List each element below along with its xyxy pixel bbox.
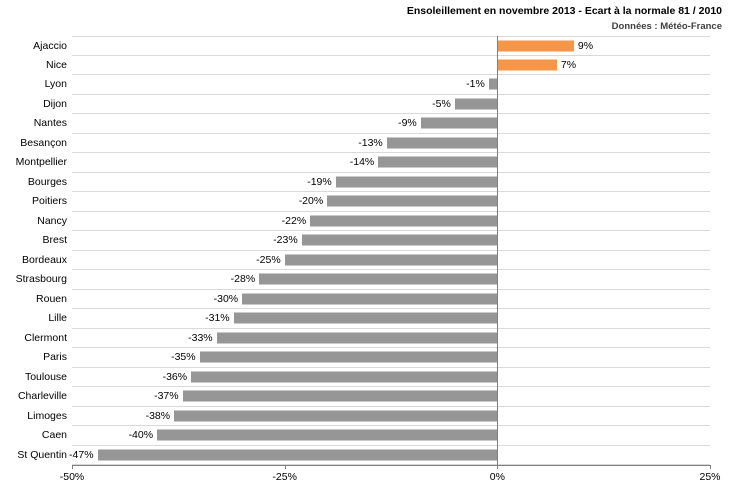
category-label: Toulouse	[24, 370, 67, 383]
bar-value-label: -25%	[256, 253, 281, 266]
category-label: Dijon	[43, 97, 67, 110]
bar	[234, 313, 498, 324]
table-row	[43, 95, 710, 115]
x-axis-tick	[497, 465, 498, 469]
chart-title: Ensoleillement en novembre 2013 - Ecart à la normale 81 / 2010	[406, 5, 722, 17]
title-block	[407, 4, 722, 34]
bar-value-label: -13%	[358, 136, 383, 149]
bar-value-label: -14%	[349, 156, 375, 169]
bar	[497, 59, 557, 70]
table-row	[31, 192, 710, 212]
table-row	[24, 329, 710, 349]
category-label: Bourges	[27, 175, 67, 188]
bar-value-label: 7%	[560, 58, 577, 71]
bar-value-label: -40%	[128, 429, 154, 442]
category-label: Nancy	[37, 214, 67, 227]
x-axis-tick-label: 25%	[699, 471, 721, 483]
table-row	[37, 212, 710, 232]
bar-value-label: -19%	[307, 175, 332, 188]
category-label: Lyon	[44, 78, 67, 91]
bar	[157, 430, 497, 441]
bar-value-label: -33%	[188, 331, 213, 344]
x-axis	[59, 465, 721, 483]
category-label: Ajaccio	[33, 39, 67, 52]
table-row	[27, 173, 710, 193]
x-axis-tick-label: -25%	[272, 471, 297, 483]
bar	[242, 293, 497, 304]
zero-axis-line	[497, 36, 498, 465]
bar-value-label: -22%	[281, 214, 307, 227]
x-axis-tick	[710, 465, 711, 469]
table-row	[17, 387, 710, 407]
bar-value-label: -47%	[69, 448, 94, 461]
bar	[259, 274, 497, 285]
bar-value-label: -35%	[171, 351, 196, 364]
bar	[174, 410, 497, 421]
table-row	[48, 309, 710, 329]
table-row	[15, 153, 710, 173]
bar	[302, 235, 498, 246]
table-row	[45, 56, 710, 76]
chart-subtitle: Données : Météo-France	[611, 21, 722, 32]
bar	[98, 449, 498, 460]
bar-value-label: -23%	[273, 234, 298, 247]
table-row	[41, 426, 710, 446]
bar-value-label: -28%	[230, 273, 256, 286]
table-row	[33, 36, 710, 56]
plot-area	[15, 36, 710, 465]
category-label: St Quentin	[17, 448, 67, 461]
table-row	[20, 134, 710, 154]
table-row	[42, 231, 710, 251]
bar	[455, 98, 498, 109]
bar	[336, 176, 498, 187]
bar-rows	[15, 36, 710, 465]
bar	[378, 157, 497, 168]
bar	[421, 118, 498, 129]
table-row	[22, 251, 710, 271]
bar	[183, 391, 498, 402]
category-label: Brest	[42, 234, 67, 247]
x-axis-tick	[72, 465, 73, 469]
bar	[285, 254, 498, 265]
x-axis-tick-label: 0%	[489, 471, 505, 483]
table-row	[15, 270, 710, 290]
table-row	[33, 114, 710, 134]
category-label: Bordeaux	[22, 253, 67, 266]
category-label: Rouen	[36, 292, 67, 305]
bar	[497, 40, 574, 51]
table-row	[17, 446, 710, 466]
x-axis-tick-label: -50%	[59, 471, 85, 483]
category-label: Nantes	[33, 117, 67, 130]
category-label: Strasbourg	[15, 273, 67, 286]
bar-value-label: -30%	[213, 292, 239, 305]
bar	[387, 137, 498, 148]
bar-value-label: -31%	[205, 312, 230, 325]
bar	[191, 371, 497, 382]
bar-value-label: 9%	[577, 39, 594, 52]
bar	[217, 332, 498, 343]
bar-value-label: -20%	[298, 195, 324, 208]
bar	[327, 196, 497, 207]
category-label: Limoges	[27, 409, 67, 422]
category-label: Poitiers	[31, 195, 67, 208]
table-row	[43, 348, 710, 368]
table-row	[24, 368, 710, 388]
bar-value-label: -37%	[154, 390, 179, 403]
bar-value-label: -1%	[466, 78, 485, 91]
bar-value-label: -36%	[162, 370, 188, 383]
category-label: Besançon	[20, 136, 67, 149]
x-axis-tick	[285, 465, 286, 469]
bar-value-label: -5%	[432, 97, 451, 110]
category-label: Nice	[45, 58, 67, 71]
category-label: Lille	[48, 312, 67, 325]
bar-value-label: -38%	[145, 409, 171, 422]
bar	[310, 215, 497, 226]
table-row	[36, 290, 710, 310]
category-label: Clermont	[24, 331, 67, 344]
bar	[489, 79, 498, 90]
category-label: Paris	[43, 351, 67, 364]
category-label: Montpellier	[15, 156, 67, 169]
category-label: Charleville	[17, 390, 67, 403]
table-row	[27, 407, 710, 427]
table-row	[44, 75, 710, 95]
category-label: Caen	[41, 429, 67, 442]
bar-value-label: -9%	[398, 117, 417, 130]
bar	[200, 352, 498, 363]
